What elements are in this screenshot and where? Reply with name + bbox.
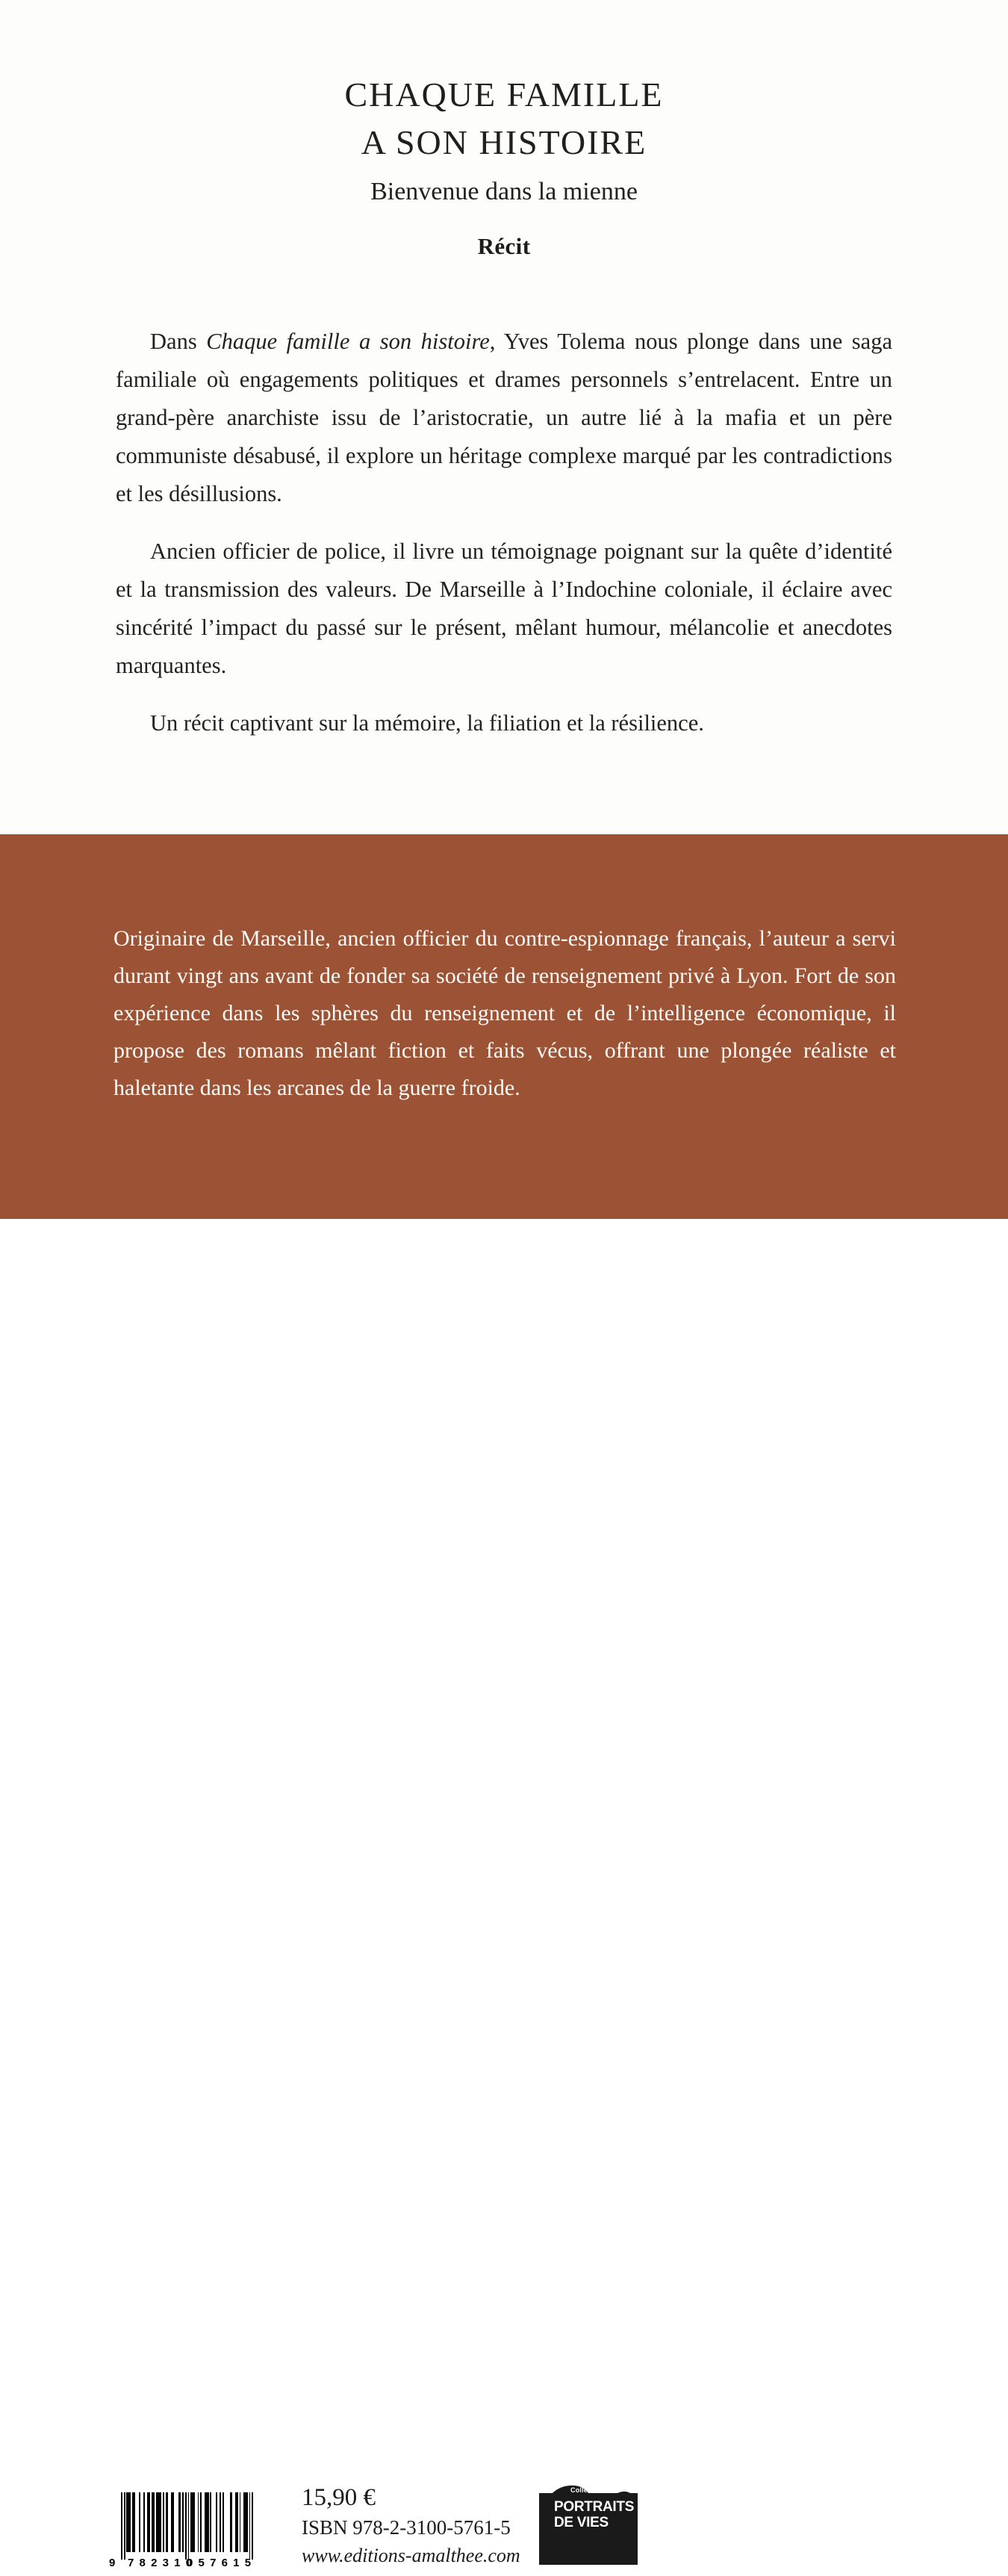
book-title-line-2: A SON HISTOIRE xyxy=(361,123,647,161)
price-label: 15,90 € xyxy=(302,2484,376,2511)
collection-name-line-2: DE VIES xyxy=(554,2515,609,2530)
blurb-paragraph-1 xyxy=(116,323,892,513)
cover-top-panel xyxy=(0,0,1008,834)
blurb-p1-rest: , Yves Tolema nous plonge dans une saga familiale où engagements politiques et drames personnels s’entrelacent. Entre un grand-père anarchiste issu de l’aristocratie, un autre lié à la mafia et un père communiste désabusé, il explore un héritage complexe marqué par les contradictions et les désillusions. xyxy=(116,329,892,506)
barcode-bar xyxy=(252,2492,253,2560)
genre-block xyxy=(0,233,1008,260)
collection-name-label xyxy=(554,2499,635,2530)
barcode-bar xyxy=(224,2492,229,2552)
isbn-barcode xyxy=(109,2492,257,2576)
book-subtitle: Bienvenue dans la mienne xyxy=(370,178,638,205)
collection-logo xyxy=(539,2483,638,2566)
cover-footer xyxy=(0,1219,1008,2569)
barcode-lead-digit: 9 xyxy=(109,2557,116,2569)
collection-name-line-1: PORTRAITS xyxy=(554,2499,635,2515)
pricing-block xyxy=(302,2483,541,2570)
barcode-bars xyxy=(121,2492,254,2560)
barcode-bar xyxy=(156,2492,161,2552)
title-block xyxy=(0,71,1008,213)
isbn-label: ISBN 978-2-3100-5761-5 xyxy=(302,2516,511,2539)
blurb-paragraph-3: Un récit captivant sur la mémoire, la filiation et la résilience. xyxy=(150,710,704,736)
barcode-digits xyxy=(109,2555,257,2573)
genre-label: Récit xyxy=(477,233,531,259)
barcode-left-group: 782310 xyxy=(128,2557,198,2569)
collection-eyebrow-label: Collection xyxy=(570,2486,605,2494)
blurb-paragraph-2: Ancien officier de police, il livre un témoignage poignant sur la quête d’identité et la transmission des valeurs. De Marseille à l’Indochine coloniale, il éclaire avec sincérité l’impact du passé sur le présent, mêlant humour, mélancolie et anecdotes marquantes. xyxy=(116,539,892,678)
blurb-p1-lead: Dans xyxy=(150,329,207,354)
book-title-line-1: CHAQUE FAMILLE xyxy=(344,75,664,114)
blurb-p1-title-italic: Chaque famille a son histoire xyxy=(206,329,490,354)
author-bio-paragraph: Originaire de Marseille, ancien officier du contre-espionnage français, l’auteur a servi durant vingt ans avant de fonder sa société de renseignement privé à Lyon. Fort de son expérience dans les sphères du renseignement et de l’intelligence économique, il propose des romans mêlant fiction et faits vécus, offrant une plongée réaliste et haletante dans les arcanes de la guerre froide. xyxy=(113,926,896,1100)
author-bio-text-block xyxy=(113,920,896,1107)
publisher-website[interactable]: www.editions-amalthee.com xyxy=(302,2545,520,2566)
barcode-right-group: 057615 xyxy=(187,2557,257,2569)
book-blurb xyxy=(116,323,892,742)
